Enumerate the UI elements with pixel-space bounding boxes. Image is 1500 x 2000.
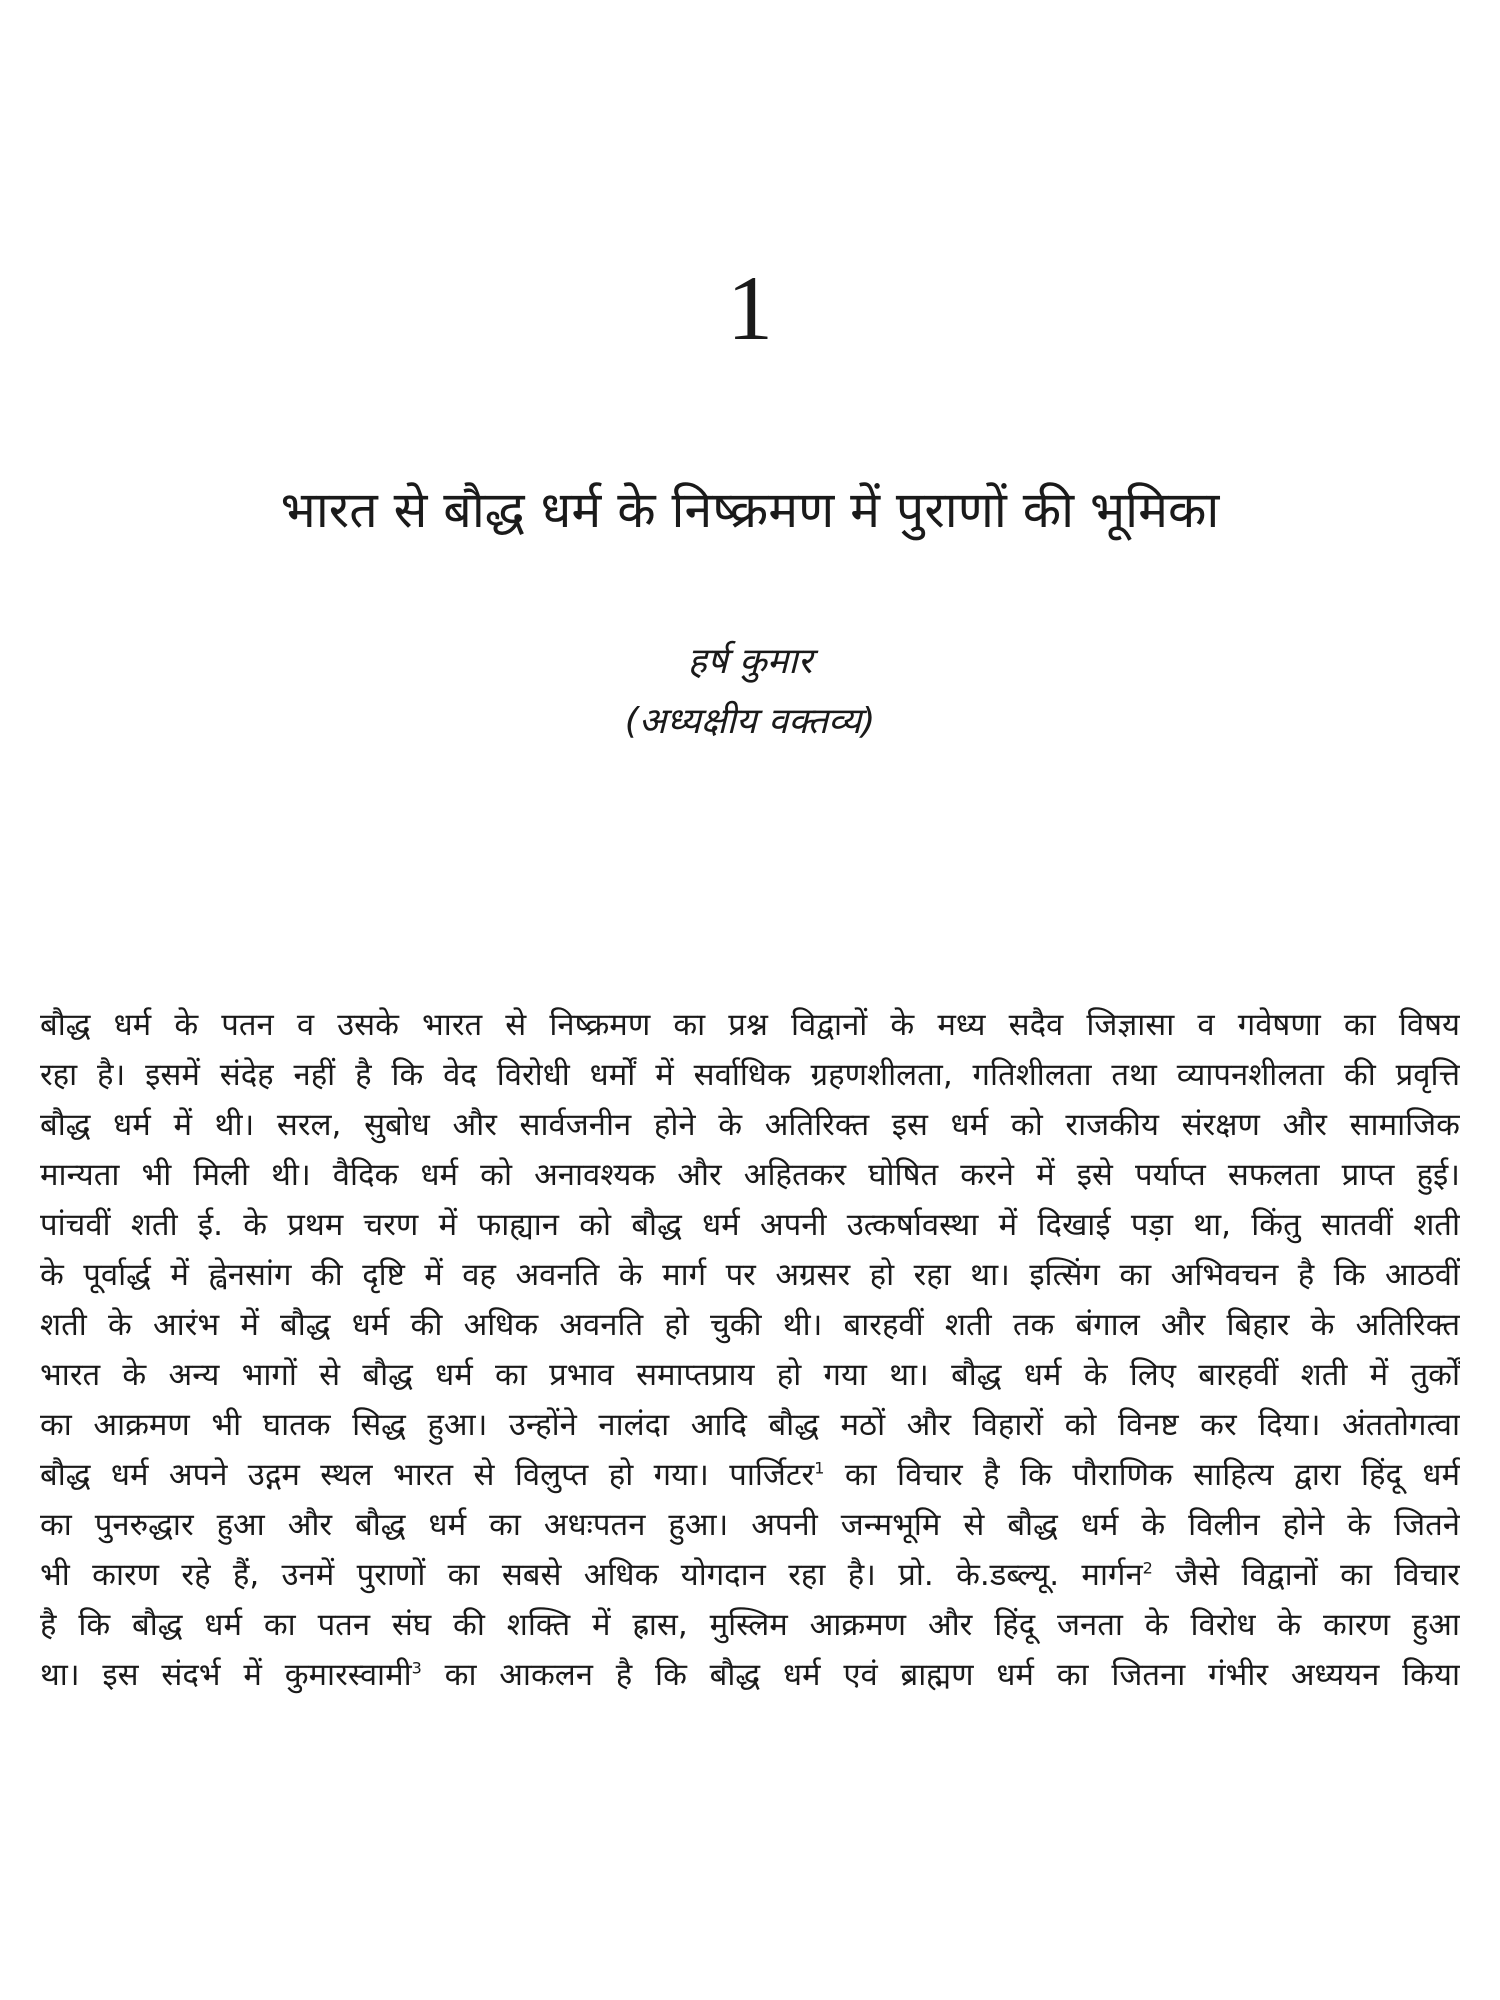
body-line: का आक्रमण भी घातक सिद्ध हुआ। उन्होंने नालंदा आदि बौद्ध मठों और विहारों को विनष्ट कर दिया। अंततोगत्वा <box>40 1407 1460 1443</box>
chapter-title: भारत से बौद्ध धर्म के निष्क्रमण में पुराणों की भूमिका <box>280 481 1220 539</box>
body-text-segment: का आकलन है कि बौद्ध धर्म एवं ब्राह्मण धर्म का जितना गंभीर अध्ययन किया <box>421 1657 1460 1693</box>
body-line: भारत के अन्य भागों से बौद्ध धर्म का प्रभाव समाप्तप्राय हो गया था। बौद्ध धर्म के लिए बारहवीं शती में तुर्कों <box>40 1357 1460 1393</box>
body-line: शती के आरंभ में बौद्ध धर्म की अधिक अवनति हो चुकी थी। बारहवीं शती तक बंगाल और बिहार के अतिरिक्त <box>40 1307 1460 1343</box>
footnote-marker[interactable]: 3 <box>411 1658 422 1678</box>
body-line: बौद्ध धर्म के पतन व उसके भारत से निष्क्रमण का प्रश्न विद्वानों के मध्य सदैव जिज्ञासा व गवेषणा का विषय <box>40 1007 1460 1043</box>
body-line: है कि बौद्ध धर्म का पतन संघ की शक्ति में ह्रास, मुस्लिम आक्रमण और हिंदू जनता के विरोध के कारण हुआ <box>40 1607 1460 1643</box>
footnote-marker[interactable]: 2 <box>1142 1558 1153 1578</box>
body-line-with-footnote <box>40 1450 1460 1500</box>
body-text-segment: था। इस संदर्भ में कुमारस्वामी <box>40 1657 412 1693</box>
author-name: हर्ष कुमार <box>687 641 813 682</box>
body-line: रहा है। इसमें संदेह नहीं है कि वेद विरोधी धर्मों में सर्वाधिक ग्रहणशीलता, गतिशीलता तथा व्यापनशीलता की प्रवृत्ति <box>40 1057 1460 1093</box>
body-line: का पुनरुद्धार हुआ और बौद्ध धर्म का अधःपतन हुआ। अपनी जन्मभूमि से बौद्ध धर्म के विलीन होने के जितने <box>40 1507 1460 1543</box>
body-line: पांचवीं शती ई. के प्रथम चरण में फाह्यान को बौद्ध धर्म अपनी उत्कर्षावस्था में दिखाई पड़ा था, किंतु सातवीं शती <box>40 1207 1460 1243</box>
body-paragraph <box>40 1000 1460 1700</box>
footnote-marker[interactable]: 1 <box>814 1458 825 1478</box>
body-line: के पूर्वार्द्ध में ह्वेनसांग की दृष्टि में वह अवनति के मार्ग पर अग्रसर हो रहा था। इत्सिंग का अभिवचन है कि आठवीं <box>40 1257 1460 1293</box>
author-role: (अध्यक्षीय वक्तव्य) <box>624 701 876 742</box>
body-text-segment: जैसे विद्वानों का विचार <box>1152 1557 1460 1593</box>
body-text-segment: बौद्ध धर्म अपने उद्गम स्थल भारत से विलुप्त हो गया। पार्जिटर <box>40 1457 815 1493</box>
body-line: बौद्ध धर्म में थी। सरल, सुबोध और सार्वजनीन होने के अतिरिक्त इस धर्म को राजकीय संरक्षण और सामाजिक <box>40 1107 1460 1143</box>
body-text-segment: भी कारण रहे हैं, उनमें पुराणों का सबसे अधिक योगदान रहा है। प्रो. के.डब्ल्यू. मार्गन <box>40 1557 1143 1593</box>
body-line: मान्यता भी मिली थी। वैदिक धर्म को अनावश्यक और अहितकर घोषित करने में इसे पर्याप्त सफलता प्राप्त हुई। <box>40 1157 1460 1193</box>
body-text-segment: का विचार है कि पौराणिक साहित्य द्वारा हिंदू धर्म <box>824 1457 1460 1493</box>
chapter-number: 1 <box>727 257 773 359</box>
body-line-with-footnote <box>40 1650 1460 1700</box>
body-line-with-footnote <box>40 1550 1460 1600</box>
